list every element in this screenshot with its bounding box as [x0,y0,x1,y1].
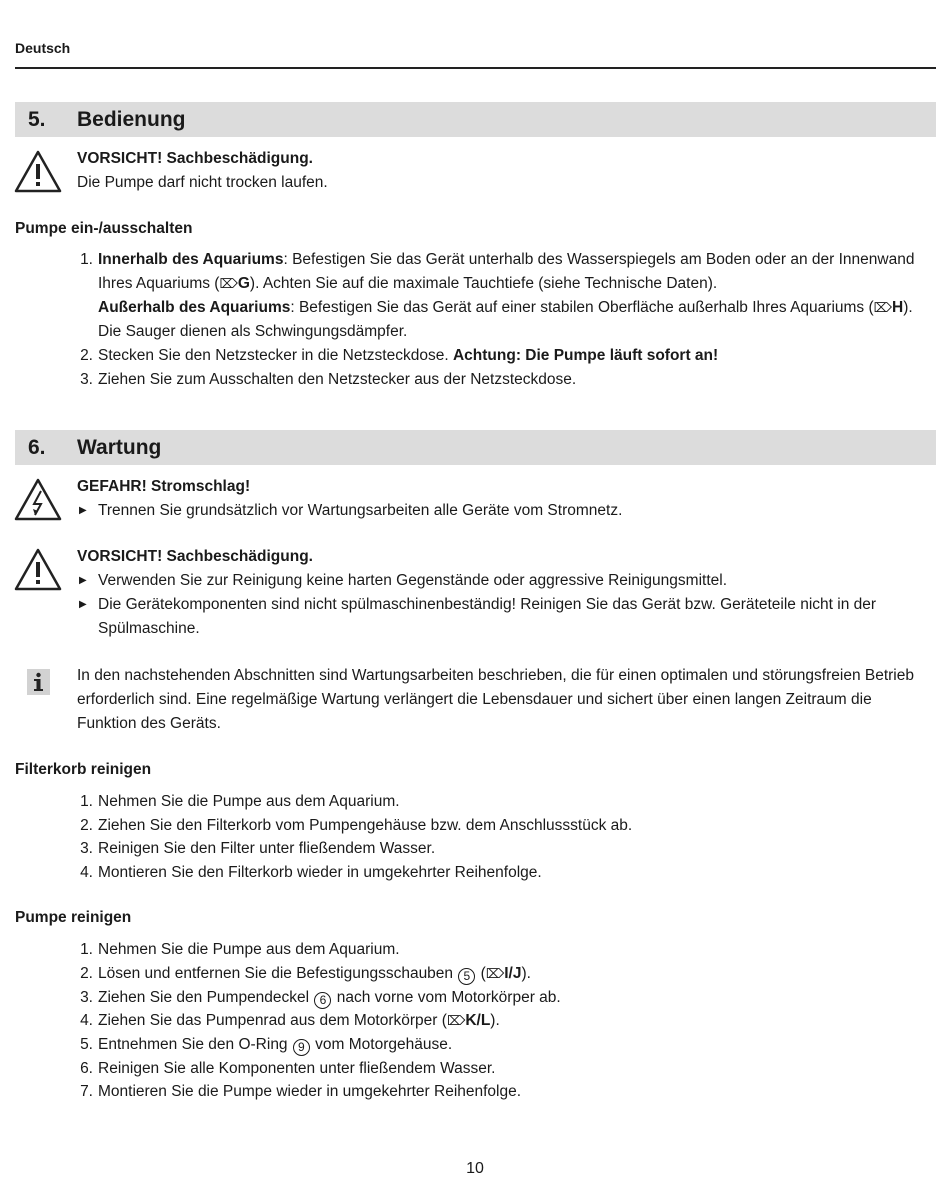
section-title: Bedienung [77,108,186,131]
step-number: 3. [80,840,93,857]
part-number-badge: 6 [314,992,331,1009]
danger-title: GEFAHR! Stromschlag! [77,478,251,495]
header-divider [15,67,936,69]
pump-step: Ziehen Sie den Pumpendeckel 6 nach vorne vom Motorkörper ab. [98,989,561,1007]
part-number-badge: 5 [458,968,475,985]
step-number: 2. [80,817,93,834]
subheading-pump-onoff: Pumpe ein-/ausschalten [15,220,193,237]
step-1-line-2: Ihres Aquariums (⌦G). Achten Sie auf die maximale Tauchtiefe (siehe Technische Daten). [98,275,718,292]
section-title: Wartung [77,436,162,459]
step-1-line-4: Die Sauger dienen als Schwingungsdämpfer. [98,323,408,340]
step-number: 1. [80,941,93,958]
step-number: 3. [80,989,93,1006]
electric-shock-icon [14,478,62,521]
section-6-header [15,430,936,465]
step-1-line-3: Außerhalb des Aquariums: Befestigen Sie das Gerät auf einer stabilen Oberfläche außerhalb Ihres Aquariums (⌦H). [98,299,913,316]
pump-step: Lösen und entfernen Sie die Befestigungsschauben 5 (⌦I/J). [98,965,531,983]
subheading-pump-clean: Pumpe reinigen [15,909,132,926]
step-number: 2. [80,347,93,364]
step-number: 5. [80,1036,93,1053]
info-text-line-1: In den nachstehenden Abschnitten sind Wartungsarbeiten beschrieben, die für einen optimalen und störungsfreien Betrieb [77,667,914,684]
warning-icon [14,548,62,591]
caution-item-2-line-2: Spülmaschine. [98,620,200,637]
language-label: Deutsch [15,40,71,56]
danger-item: Trennen Sie grundsätzlich vor Wartungsarbeiten alle Geräte vom Stromnetz. [98,502,623,519]
step-number: 3. [80,371,93,388]
filter-step: Nehmen Sie die Pumpe aus dem Aquarium. [98,793,400,810]
pump-step: Nehmen Sie die Pumpe aus dem Aquarium. [98,941,400,958]
bullet-arrow-icon: ▶ [79,505,87,516]
bullet-arrow-icon: ▶ [79,599,87,610]
filter-step: Ziehen Sie den Filterkorb vom Pumpengehäuse bzw. dem Anschlussstück ab. [98,817,633,834]
figure-ref-icon: ⌦ [485,966,505,981]
part-number-badge: 9 [293,1039,310,1056]
step-3: Ziehen Sie zum Ausschalten den Netzstecker aus der Netzsteckdose. [98,371,577,388]
page-number: 10 [466,1160,484,1177]
subheading-filter: Filterkorb reinigen [15,761,152,778]
section-5-header [15,102,936,137]
caution-title: VORSICHT! Sachbeschädigung. [77,548,313,565]
caution-item-2-line-1: Die Gerätekomponenten sind nicht spülmaschinenbeständig! Reinigen Sie das Gerät bzw. Geräteteile nicht in der [98,596,877,613]
section-number: 5. [28,108,46,131]
warning-title: VORSICHT! Sachbeschädigung. [77,150,313,167]
bullet-arrow-icon: ▶ [79,575,87,586]
step-number: 6. [80,1060,93,1077]
warning-text: Die Pumpe darf nicht trocken laufen. [77,174,328,191]
step-number: 2. [80,965,93,982]
step-number: 4. [80,864,93,881]
pump-step: Reinigen Sie alle Komponenten unter fließendem Wasser. [98,1060,496,1077]
section-number: 6. [28,436,46,459]
step-number: 1. [80,251,93,268]
figure-ref-icon: ⌦ [219,276,238,291]
filter-step: Montieren Sie den Filterkorb wieder in umgekehrter Reihenfolge. [98,864,542,881]
warning-icon [14,150,62,193]
info-icon [27,669,50,695]
caution-item-1: Verwenden Sie zur Reinigung keine harten Gegenstände oder aggressive Reinigungsmittel. [98,572,728,589]
info-text-line-2: erforderlich sind. Eine regelmäßige Wartung verlängert die Lebensdauer und sichert über einen langen Zeitraum die [77,691,872,708]
info-text-line-3: Funktion des Geräts. [77,715,221,732]
step-number: 1. [80,793,93,810]
pump-step: Ziehen Sie das Pumpenrad aus dem Motorkörper (⌦K/L). [98,1012,500,1029]
step-number: 7. [80,1083,93,1100]
step-2: Stecken Sie den Netzstecker in die Netzsteckdose. Achtung: Die Pumpe läuft sofort an! [98,347,719,364]
step-1-line-1: Innerhalb des Aquariums: Befestigen Sie das Gerät unterhalb des Wasserspiegels am Boden oder an der Innenwand [98,251,915,268]
filter-step: Reinigen Sie den Filter unter fließendem Wasser. [98,840,436,857]
figure-ref-icon: ⌦ [873,300,893,315]
step-number: 4. [80,1012,93,1029]
figure-ref-icon: ⌦ [446,1013,466,1028]
pump-step: Entnehmen Sie den O-Ring 9 vom Motorgehäuse. [98,1036,453,1054]
pump-step: Montieren Sie die Pumpe wieder in umgekehrter Reihenfolge. [98,1083,522,1100]
